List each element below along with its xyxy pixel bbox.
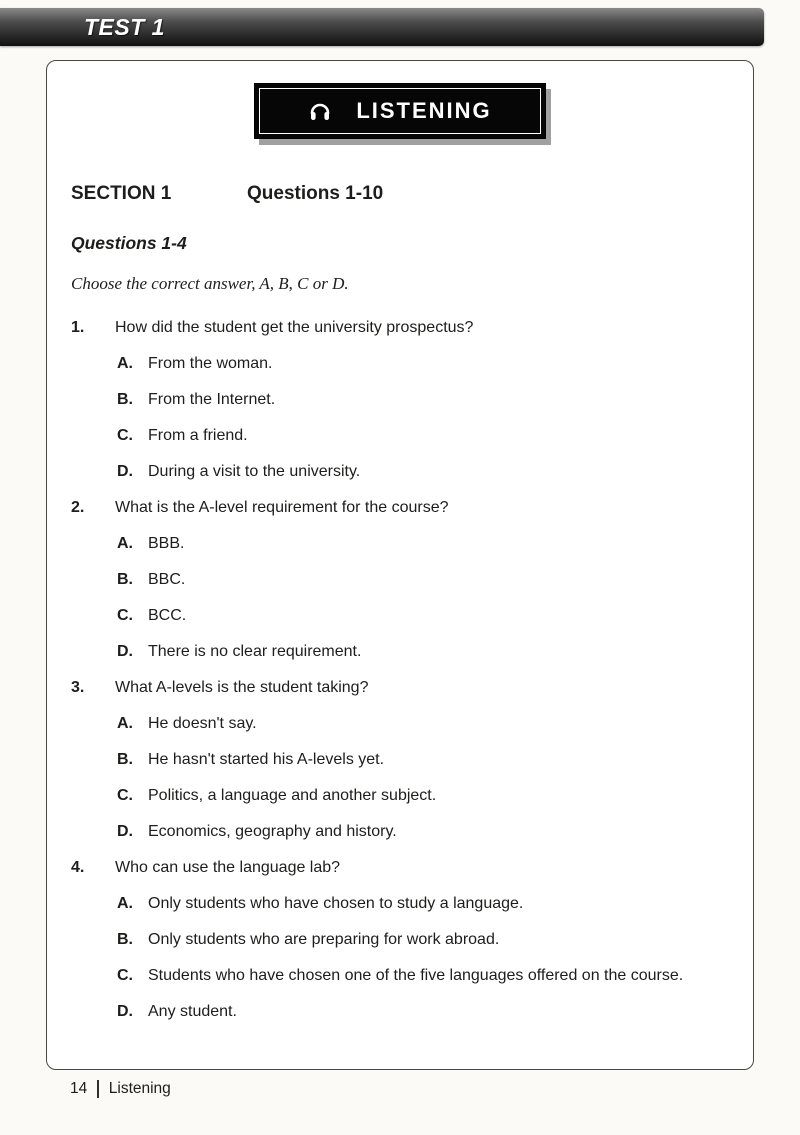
option-letter: A.: [117, 535, 133, 552]
option-text: Any student.: [148, 1003, 237, 1020]
test-title: TEST 1: [84, 13, 165, 40]
option-letter: D.: [117, 1003, 133, 1020]
option-text: BBC.: [148, 571, 186, 588]
option-text: There is no clear requirement.: [148, 643, 362, 660]
option-row: [71, 570, 729, 590]
option-letter: B.: [117, 751, 133, 768]
option-text: During a visit to the university.: [148, 463, 361, 480]
option-letter: C.: [117, 787, 133, 804]
option-letter: B.: [117, 931, 133, 948]
option-text: From a friend.: [148, 427, 248, 444]
option-text: Only students who have chosen to study a language.: [148, 895, 524, 912]
option-row: [71, 606, 729, 626]
question-text: What is the A-level requirement for the course?: [115, 499, 449, 516]
listening-header: [254, 83, 546, 139]
headphones-icon: [308, 99, 332, 123]
question-number: 1.: [71, 319, 85, 336]
footer-section-label: Listening: [108, 1080, 171, 1097]
option-row: [71, 426, 729, 446]
listening-header-inner: [259, 88, 541, 134]
option-text: Only students who are preparing for work abroad.: [148, 931, 500, 948]
option-row: [71, 822, 729, 842]
question-row: [71, 318, 729, 338]
option-row: [71, 1002, 729, 1022]
option-row: [71, 390, 729, 410]
option-row: [71, 966, 729, 986]
option-row: [71, 534, 729, 554]
section-title: SECTION 1: [71, 183, 172, 204]
option-text: From the woman.: [148, 355, 273, 372]
content-frame: [46, 60, 754, 1070]
option-text: He hasn't started his A-levels yet.: [148, 751, 385, 768]
option-row: [71, 786, 729, 806]
option-text: Students who have chosen one of the five languages offered on the course.: [148, 967, 684, 984]
subsection-title: Questions 1-4: [71, 233, 187, 253]
page-footer: [70, 1080, 752, 1098]
option-letter: C.: [117, 607, 133, 624]
question-4: [71, 858, 729, 1022]
option-text: Economics, geography and history.: [148, 823, 397, 840]
option-letter: B.: [117, 571, 133, 588]
question-row: [71, 678, 729, 698]
instruction-text: Choose the correct answer, A, B, C or D.: [71, 274, 349, 293]
footer-divider: [97, 1080, 99, 1098]
question-text: Who can use the language lab?: [115, 859, 341, 876]
option-letter: D.: [117, 823, 133, 840]
option-text: BCC.: [148, 607, 187, 624]
option-letter: A.: [117, 895, 133, 912]
option-row: [71, 894, 729, 914]
option-text: From the Internet.: [148, 391, 276, 408]
question-text: What A-levels is the student taking?: [115, 679, 369, 696]
option-letter: D.: [117, 463, 133, 480]
page-number: 14: [70, 1080, 88, 1097]
question-row: [71, 498, 729, 518]
option-row: [71, 462, 729, 482]
option-letter: C.: [117, 427, 133, 444]
option-text: Politics, a language and another subject.: [148, 787, 437, 804]
option-letter: D.: [117, 643, 133, 660]
option-text: He doesn't say.: [148, 715, 257, 732]
section-question-range: Questions 1-10: [247, 183, 384, 204]
option-letter: A.: [117, 355, 133, 372]
option-row: [71, 930, 729, 950]
question-number: 3.: [71, 679, 85, 696]
section-heading: [71, 183, 729, 205]
option-row: [71, 714, 729, 734]
listening-title: LISTENING: [356, 98, 492, 123]
option-row: [71, 750, 729, 770]
question-row: [71, 858, 729, 878]
option-letter: C.: [117, 967, 133, 984]
question-text: How did the student get the university prospectus?: [115, 319, 474, 336]
question-3: [71, 678, 729, 842]
option-letter: B.: [117, 391, 133, 408]
question-number: 2.: [71, 499, 85, 516]
question-1: [71, 318, 729, 482]
option-row: [71, 642, 729, 662]
option-row: [71, 354, 729, 374]
option-letter: A.: [117, 715, 133, 732]
question-2: [71, 498, 729, 662]
question-number: 4.: [71, 859, 85, 876]
option-text: BBB.: [148, 535, 185, 552]
test-banner: [0, 8, 764, 46]
